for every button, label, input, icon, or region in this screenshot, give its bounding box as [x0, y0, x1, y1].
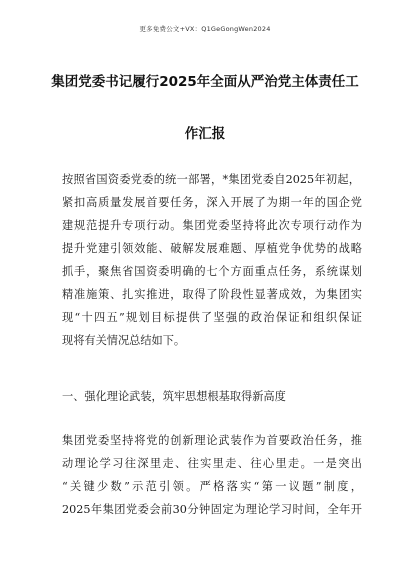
- paragraph-2-line: 集团党委坚持将党的创新理论武装作为首要政治任务，推: [62, 434, 362, 447]
- paragraph-1-line: 现将有关情况总结如下。: [62, 334, 186, 347]
- header-note: 更多免费公文+VX：Q1GeGongWen2024: [139, 25, 271, 33]
- paragraph-1-line: 抓手，聚焦省国资委明确的七个方面重点任务，系统谋划: [62, 265, 362, 278]
- paragraph-2-line: 2025年集团党委会前30分钟固定为理论学习时间，全年开: [62, 503, 362, 516]
- paragraph-1-line: 提升党建引领效能、破解发展难题、厚植党争优势的战略: [62, 242, 362, 255]
- document-title-line-2: 作汇报: [184, 126, 226, 142]
- paragraph-1-line: 按照省国资委党委的统一部署，*集团党委自2025年初起，: [62, 173, 360, 186]
- paragraph-1-line: 现“十四五”规划目标提供了坚强的政治保证和组织保证: [62, 311, 362, 324]
- section-1-heading: 一、强化理论武装，筑牢思想根基取得新高度: [62, 390, 286, 403]
- paragraph-2-line: “关键少数”示范引领。严格落实“第一议题”制度，: [62, 480, 362, 493]
- paragraph-1-line: 精准施策、扎实推进，取得了阶段性显著成效，为集团实: [62, 288, 362, 301]
- paragraph-1-line: 紧扣高质量发展首要任务，深入开展了为期一年的国企党: [62, 196, 362, 209]
- paragraph-1-line: 建规范提升专项行动。集团党委坚持将此次专项行动作为: [62, 219, 362, 232]
- paragraph-2-line: 动理论学习往深里走、往实里走、往心里走。一是突出: [62, 457, 362, 470]
- document-title-line-1: 集团党委书记履行2025年全面从严治党主体责任工: [51, 74, 359, 90]
